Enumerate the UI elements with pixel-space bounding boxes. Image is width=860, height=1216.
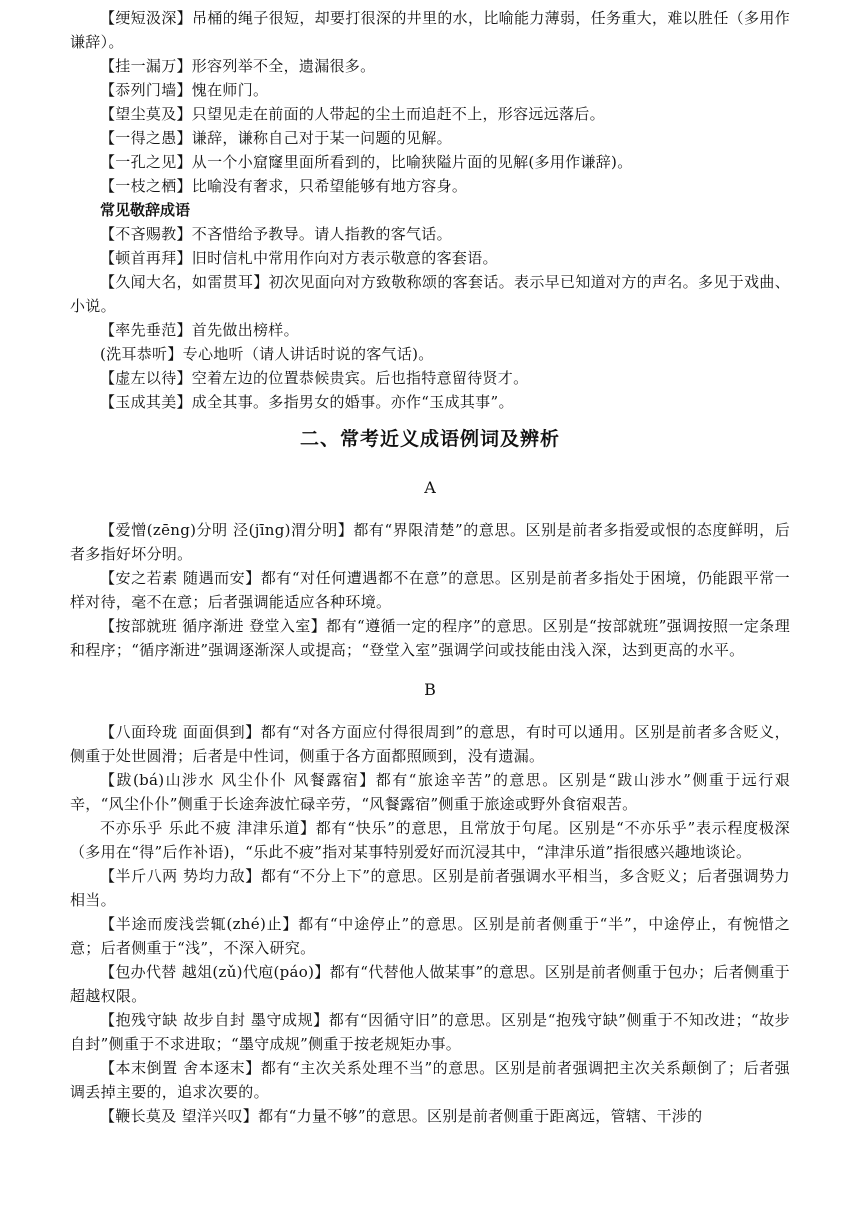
letter-a-section bbox=[70, 476, 790, 662]
section-title: 二、常考近义成语例词及辨析 bbox=[299, 428, 560, 450]
idiom-entry: 【绠短汲深】吊桶的绳子很短，却要打很深的井里的水，比喻能力薄弱，任务重大，难以胜任（多用作谦辞）。 bbox=[70, 9, 790, 51]
idiom-entry: 【不吝赐教】不吝惜给予教导。请人指教的客气话。 bbox=[100, 225, 452, 243]
synonym-entry: 【八面玲珑 面面俱到】都有“对各方面应付得很周到”的意思，有时可以通用。区别是前者多含贬义，侧重于处世圆滑；后者是中性词，侧重于各方面都照顾到，没有遗漏。 bbox=[70, 723, 790, 765]
synonym-entry: 【半斤八两 势均力敌】都有“不分上下”的意思。区别是前者强调水平相当，多含贬义；后者强调势力相当。 bbox=[70, 867, 790, 909]
synonym-entry: 【按部就班 循序渐进 登堂入室】都有“遵循一定的程序”的意思。区别是“按部就班”强调按照一定条理和程序；“循序渐进”强调逐渐深人或提高；“登堂入室”强调学问或技能由浅入深，达到更高的水平。 bbox=[70, 617, 790, 659]
idiom-entry: 【一枝之栖】比喻没有奢求，只希望能够有地方容身。 bbox=[100, 177, 468, 195]
idiom-entry: 【虚左以待】空着左边的位置恭候贵宾。后也指特意留待贤才。 bbox=[100, 369, 529, 387]
synonym-entry: 【爱憎(zēng)分明 泾(jīng)渭分明】都有“界限清楚”的意思。区别是前者多指爱或恨的态度鲜明，后者多指好坏分明。 bbox=[70, 521, 790, 563]
idiom-entry: 【挂一漏万】形容列举不全，遗漏很多。 bbox=[100, 57, 376, 75]
idiom-entry: 【望尘莫及】只望见走在前面的人带起的尘土而追赶不上，形容远远落后。 bbox=[100, 105, 605, 123]
synonym-entry: 不亦乐乎 乐此不疲 津津乐道】都有“快乐”的意思，且常放于句尾。区别是“不亦乐乎”表示程度极深（多用在“得”后作补语)，“乐此不疲”指对某事特别爱好而沉浸其中，“津津乐道”指很感兴趣地谈论。 bbox=[70, 819, 790, 861]
letter-heading-b: B bbox=[424, 680, 436, 699]
synonym-entry: 【抱残守缺 故步自封 墨守成规】都有“因循守旧”的意思。区别是“抱残守缺”侧重于不知改进；“故步自封”侧重于不求进取；“墨守成规”侧重于按老规矩办事。 bbox=[70, 1011, 790, 1053]
synonym-entry: 【跋(bá)山涉水 风尘仆仆 风餐露宿】都有“旅途辛苦”的意思。区别是“跋山涉水”侧重于远行艰辛，“风尘仆仆”侧重于长途奔波忙碌辛劳，“风餐露宿”侧重于旅途或野外食宿艰苦。 bbox=[70, 771, 790, 813]
idiom-entry: 【率先垂范】首先做出榜样。 bbox=[100, 321, 299, 339]
idiom-entry: (洗耳恭听】专心地听（请人讲话时说的客气话)。 bbox=[100, 345, 434, 363]
synonym-entry: 【半途而废浅尝辄(zhé)止】都有“中途停止”的意思。区别是前者侧重于“半”，中途停止，有惋惜之意；后者侧重于“浅”，不深入研究。 bbox=[70, 915, 790, 957]
synonym-entry: 【本末倒置 舍本逐末】都有“主次关系处理不当”的意思。区别是前者强调把主次关系颠倒了；后者强调丢掉主要的，追求次要的。 bbox=[70, 1059, 790, 1101]
idiom-entry: 【一得之愚】谦辞，谦称自己对于某一问题的见解。 bbox=[100, 129, 452, 147]
synonym-entry: 【包办代替 越俎(zǔ)代庖(páo)】都有“代替他人做某事”的意思。区别是前者侧重于包办；后者侧重于超越权限。 bbox=[70, 963, 790, 1005]
synonym-entry: 【安之若素 随遇而安】都有“对任何遭遇都不在意”的意思。区别是前者多指处于困境，仍能跟平常一样对待，毫不在意；后者强调能适应各种环境。 bbox=[70, 569, 790, 611]
idiom-entry: 【久闻大名，如雷贯耳】初次见面向对方致敬称颂的客套话。表示早已知道对方的声名。多见于戏曲、小说。 bbox=[70, 273, 790, 315]
polite-idioms-section bbox=[70, 198, 790, 414]
idiom-entry: 【忝列门墙】愧在师门。 bbox=[100, 81, 269, 99]
idiom-entry: 【顿首再拜】旧时信札中常用作向对方表示敬意的客套语。 bbox=[100, 249, 498, 267]
synonym-entry: 【鞭长莫及 望洋兴叹】都有“力量不够”的意思。区别是前者侧重于距离远，管辖、干涉的 bbox=[100, 1107, 703, 1125]
polite-idioms-heading: 常见敬辞成语 bbox=[100, 201, 191, 219]
idiom-entry: 【玉成其美】成全其事。多指男女的婚事。亦作“玉成其事”。 bbox=[100, 393, 514, 411]
humble-idioms-section bbox=[70, 0, 790, 198]
letter-heading-a: A bbox=[424, 478, 436, 497]
letter-b-section bbox=[70, 678, 790, 1128]
idiom-entry: 【一孔之见】从一个小窟窿里面所看到的，比喻狭隘片面的见解(多用作谦辞)。 bbox=[100, 153, 633, 171]
